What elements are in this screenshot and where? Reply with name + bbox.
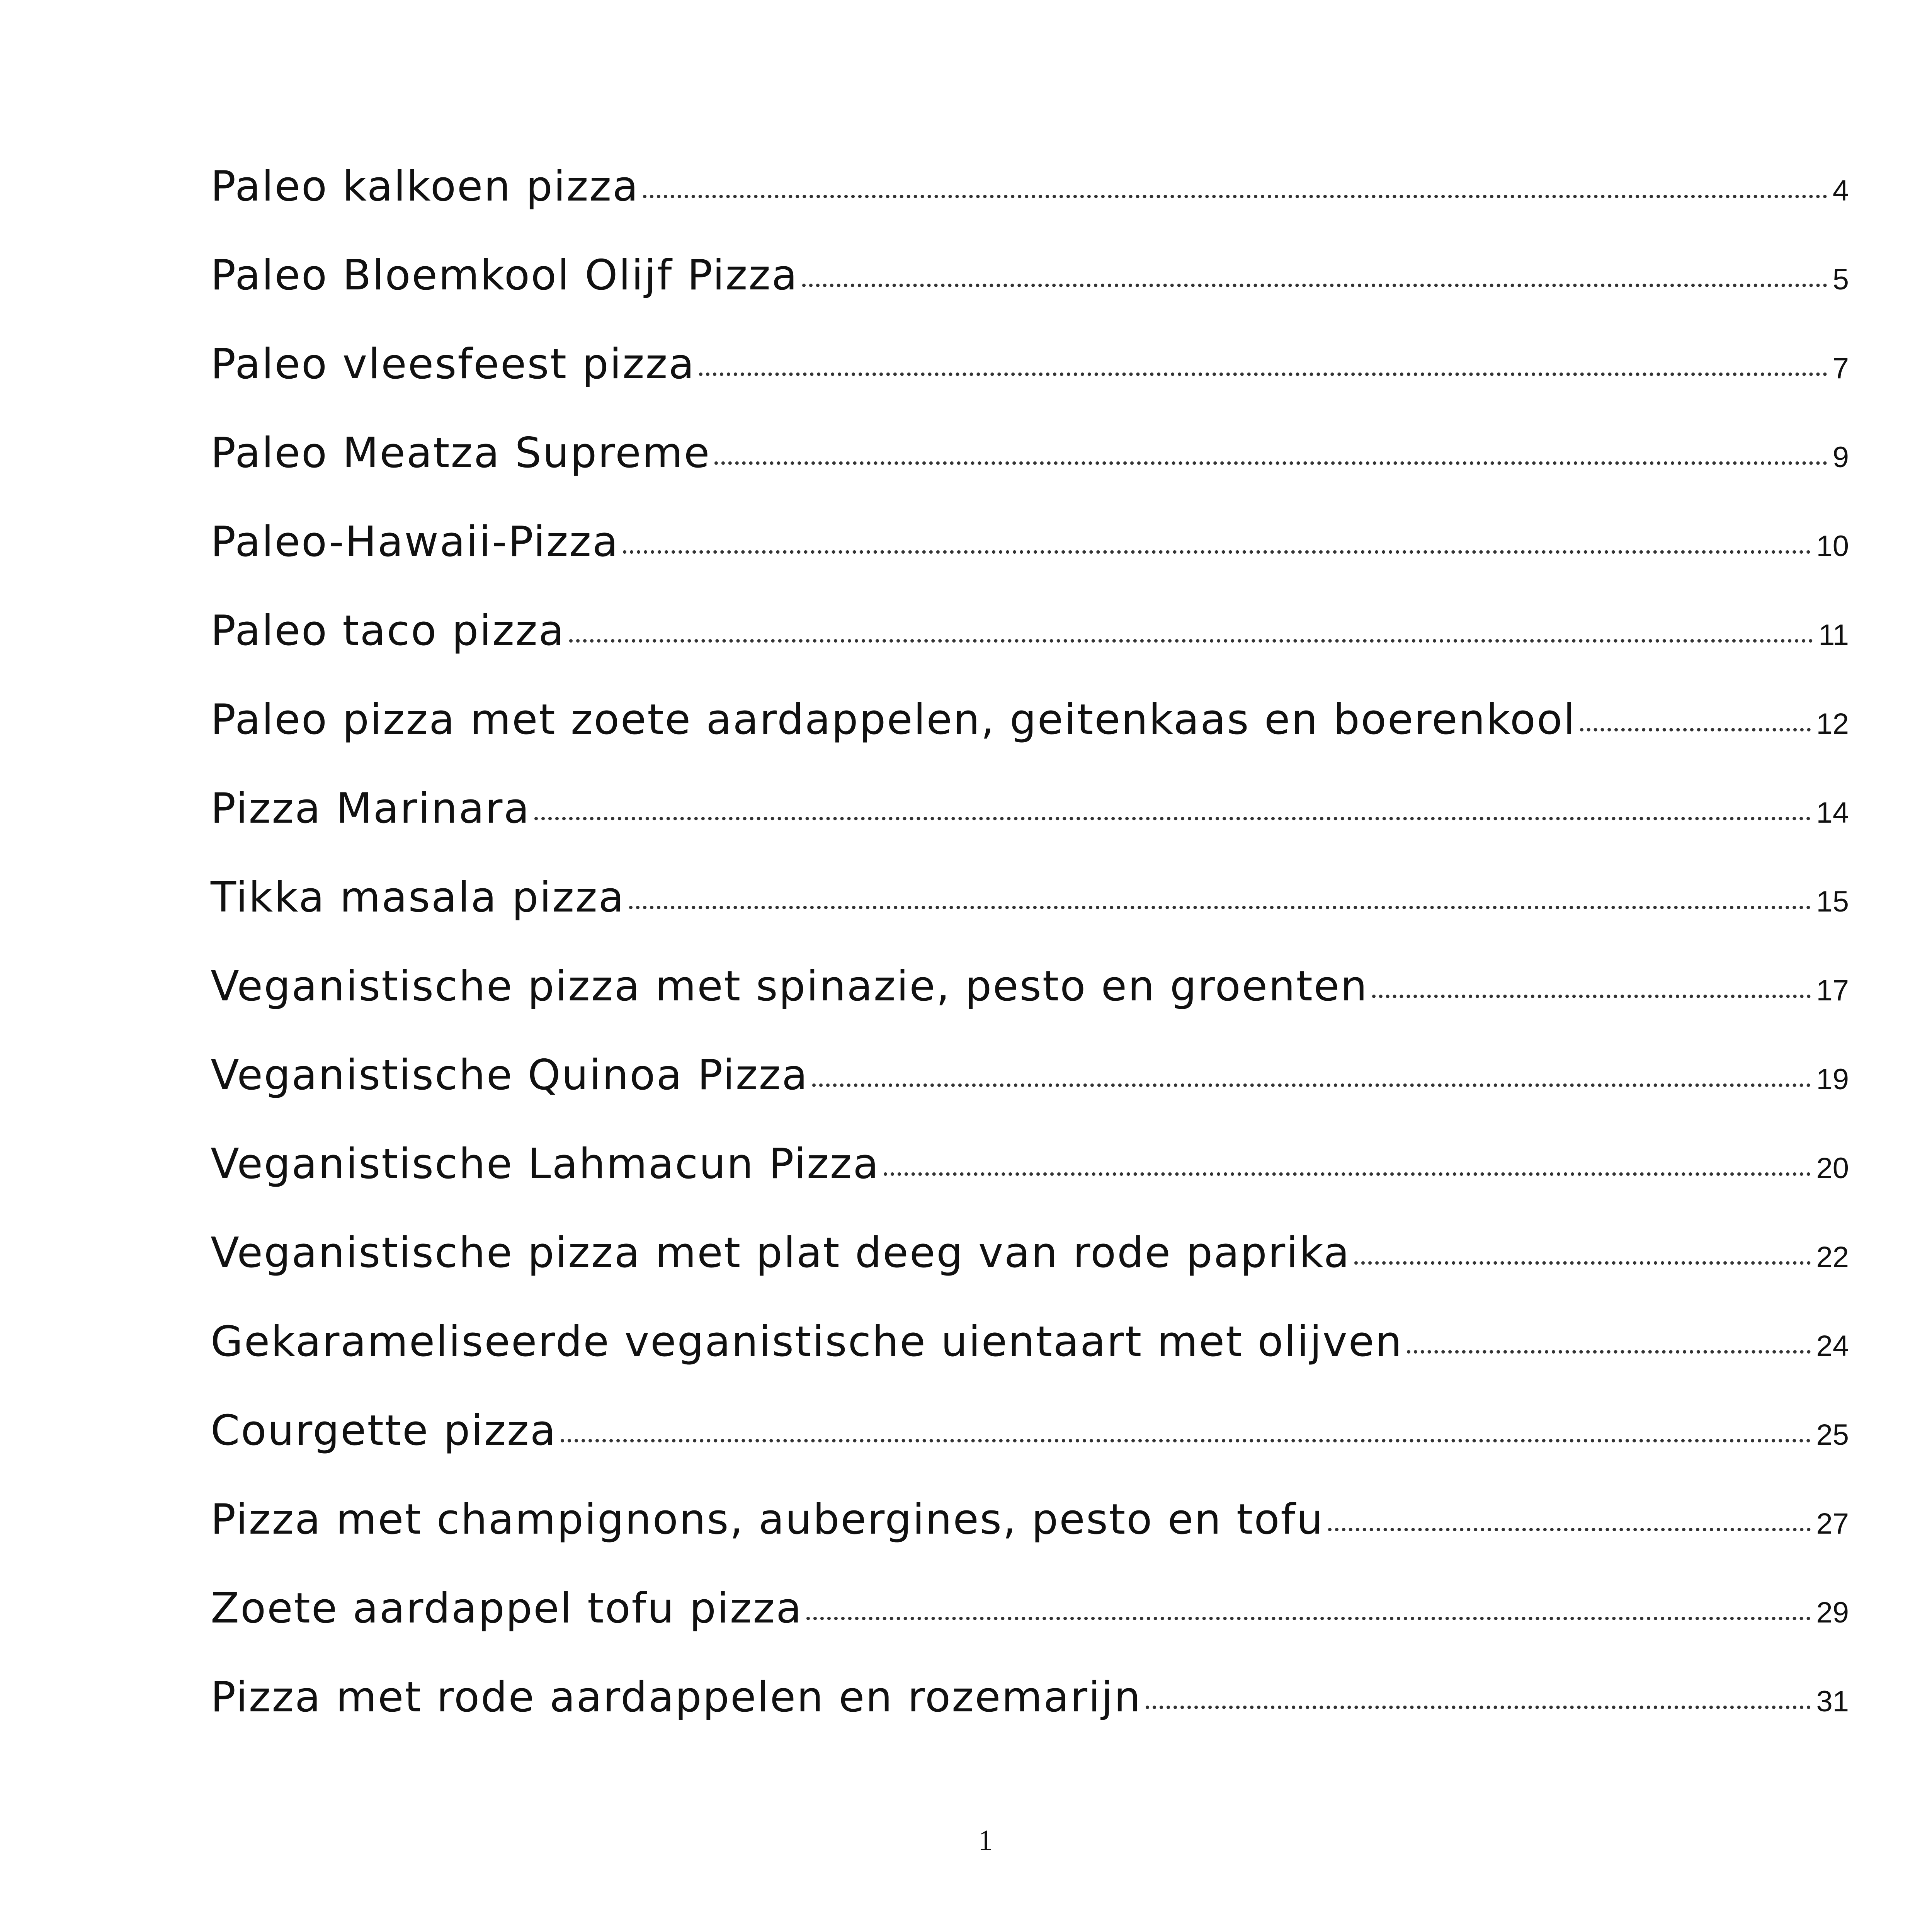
toc-entry[interactable]: [211, 518, 1849, 607]
toc-entry[interactable]: [211, 873, 1849, 962]
toc-entry-title: Paleo-Hawaii-Pizza: [211, 518, 619, 566]
toc-entry-title: Paleo Bloemkool Olijf Pizza: [211, 251, 799, 299]
toc-entry-title: Zoete aardappel tofu pizza: [211, 1584, 803, 1633]
toc-entry[interactable]: [211, 251, 1849, 340]
toc-dot-leader: [714, 461, 1827, 465]
toc-entry-page: 14: [1816, 796, 1849, 829]
toc-entry-title: Paleo vleesfeest pizza: [211, 340, 696, 388]
toc-entry-title: Veganistische pizza met spinazie, pesto en groenten: [211, 962, 1368, 1010]
toc-entry-page: 19: [1816, 1063, 1849, 1096]
toc-entry-page: 7: [1832, 352, 1849, 385]
toc-entry[interactable]: [211, 1229, 1849, 1318]
toc-entry-title: Paleo Meatza Supreme: [211, 429, 711, 477]
toc-entry[interactable]: [211, 1318, 1849, 1406]
toc-entry-page: 31: [1816, 1685, 1849, 1718]
toc-entry[interactable]: [211, 607, 1849, 696]
toc-entry[interactable]: [211, 162, 1849, 251]
toc-entry-page: 24: [1816, 1330, 1849, 1362]
toc-entry-title: Pizza met champignons, aubergines, pesto en tofu: [211, 1495, 1324, 1544]
toc-entry-title: Tikka masala pizza: [211, 873, 625, 922]
toc-dot-leader: [1372, 995, 1811, 998]
toc-entry[interactable]: [211, 1495, 1849, 1584]
toc-entry-page: 5: [1832, 263, 1849, 296]
toc-entry-title: Gekarameliseerde veganistische uientaart met olijven: [211, 1318, 1403, 1366]
toc-dot-leader: [534, 817, 1811, 820]
toc-entry-title: Veganistische pizza met plat deeg van rode paprika: [211, 1229, 1350, 1277]
page-number: 1: [978, 1824, 993, 1857]
table-of-contents: [211, 162, 1849, 1762]
toc-entry-title: Pizza met rode aardappelen en rozemarijn: [211, 1673, 1142, 1721]
toc-entry[interactable]: [211, 429, 1849, 518]
toc-entry[interactable]: [211, 1051, 1849, 1140]
toc-entry-page: 20: [1816, 1152, 1849, 1185]
toc-dot-leader: [629, 906, 1811, 909]
toc-dot-leader: [806, 1617, 1811, 1620]
toc-dot-leader: [561, 1439, 1811, 1442]
toc-entry-page: 9: [1832, 441, 1849, 474]
toc-entry-page: 29: [1816, 1596, 1849, 1629]
toc-entry-page: 11: [1818, 619, 1849, 651]
toc-entry-page: 10: [1816, 530, 1849, 563]
toc-entry-title: Paleo taco pizza: [211, 607, 565, 655]
toc-dot-leader: [699, 372, 1827, 376]
toc-dot-leader: [643, 195, 1827, 198]
toc-entry-page: 12: [1816, 707, 1849, 740]
toc-entry[interactable]: [211, 1406, 1849, 1495]
toc-dot-leader: [812, 1083, 1811, 1087]
toc-dot-leader: [884, 1172, 1811, 1176]
toc-entry-page: 27: [1816, 1507, 1849, 1540]
toc-entry-page: 4: [1832, 174, 1849, 207]
toc-dot-leader: [1580, 728, 1811, 731]
toc-entry-title: Courgette pizza: [211, 1406, 557, 1455]
toc-dot-leader: [1407, 1350, 1811, 1354]
toc-entry[interactable]: [211, 784, 1849, 873]
toc-entry-page: 17: [1816, 974, 1849, 1007]
toc-dot-leader: [623, 550, 1811, 554]
toc-dot-leader: [1328, 1528, 1811, 1531]
toc-dot-leader: [569, 639, 1813, 643]
toc-entry-page: 22: [1816, 1241, 1849, 1274]
toc-entry-page: 25: [1816, 1418, 1849, 1451]
toc-dot-leader: [802, 284, 1827, 287]
toc-entry[interactable]: [211, 962, 1849, 1051]
toc-entry-title: Paleo pizza met zoete aardappelen, geitenkaas en boerenkool: [211, 696, 1577, 744]
toc-entry[interactable]: [211, 1673, 1849, 1762]
toc-dot-leader: [1146, 1706, 1811, 1709]
toc-entry-page: 15: [1816, 885, 1849, 918]
toc-entry-title: Veganistische Quinoa Pizza: [211, 1051, 809, 1099]
toc-entry[interactable]: [211, 1140, 1849, 1229]
toc-entry-title: Pizza Marinara: [211, 784, 531, 833]
toc-entry[interactable]: [211, 1584, 1849, 1673]
toc-entry[interactable]: [211, 340, 1849, 429]
toc-entry-title: Paleo kalkoen pizza: [211, 162, 639, 211]
toc-entry[interactable]: [211, 696, 1849, 784]
toc-dot-leader: [1354, 1261, 1811, 1265]
toc-entry-title: Veganistische Lahmacun Pizza: [211, 1140, 880, 1188]
